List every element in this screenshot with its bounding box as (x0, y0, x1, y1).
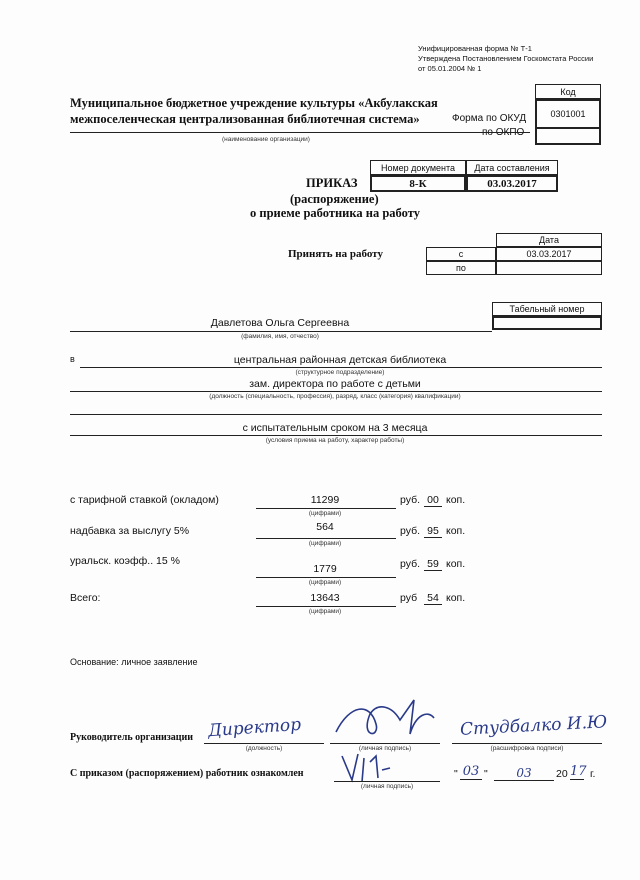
hire-to-value (496, 261, 602, 275)
conditions: с испытательным сроком на 3 месяца (242, 422, 428, 434)
department-underline (80, 367, 602, 368)
ack-quote-close: " (484, 768, 488, 780)
hire-to-label: по (426, 261, 496, 275)
kop-value-4: 54 (424, 592, 442, 605)
salary-line-4 (256, 606, 396, 607)
salary-line-3 (256, 577, 396, 578)
name-caption: (фамилия, имя, отчество) (241, 333, 319, 340)
salary-label-2: надбавка за выслугу 5% (70, 525, 190, 537)
blank-line (70, 414, 602, 415)
rub-label-2: руб. (400, 525, 421, 537)
salary-label-1: с тарифной ставкой (окладом) (70, 494, 219, 506)
figures-caption-1: (цифрами) (308, 510, 342, 517)
conditions-underline (70, 435, 602, 436)
salary-amount-1: 11299 (310, 494, 340, 506)
in-label: в (70, 354, 75, 364)
kop-label-2: коп. (446, 525, 466, 537)
salary-line-2 (256, 538, 396, 539)
salary-label-4: Всего: (70, 592, 101, 604)
head-label: Руководитель организации (70, 732, 194, 743)
hire-from-value: 03.03.2017 (496, 247, 602, 261)
figures-caption-3: (цифрами) (308, 579, 342, 586)
department: центральная районная детская библиотека (233, 354, 447, 366)
order-subtitle: (распоряжение) (290, 192, 379, 206)
order-subject: о приеме работника на работу (250, 206, 420, 220)
form-approved: Утверждена Постановлением Госкомстата России (418, 54, 594, 63)
hire-date-header: Дата (496, 233, 602, 247)
head-position-handwritten: Директор (207, 714, 302, 742)
basis-value: личное заявление (121, 657, 198, 667)
order-title: ПРИКАЗ (306, 176, 358, 190)
basis-label: Основание: (70, 657, 119, 667)
ack-day: 03 (460, 764, 482, 780)
okpo-value (535, 129, 601, 145)
head-decoding-line (452, 743, 602, 744)
decoding-caption: (расшифровка подписи) (490, 745, 564, 752)
kop-value-1: 00 (424, 494, 442, 507)
kop-label-4: коп. (446, 592, 466, 604)
ack-year-prefix: 20 (556, 768, 568, 780)
doc-number-value: 8-К (370, 175, 466, 192)
salary-amount-4: 13643 (310, 592, 340, 604)
head-signature (330, 694, 440, 744)
rub-label-4: руб (400, 592, 418, 604)
ack-signature-caption: (личная подпись) (360, 783, 414, 790)
rub-label-3: руб. (400, 558, 421, 570)
salary-amount-3: 1779 (313, 563, 337, 575)
okud-label: Форма по ОКУД (452, 113, 527, 124)
signature-caption: (личная подпись) (358, 745, 412, 752)
position: зам. директора по работе с детьми (249, 378, 421, 390)
ack-label: С приказом (распоряжением) работник ознакомлен (70, 768, 304, 779)
salary-line-1 (256, 508, 396, 509)
ack-quote-open: " (454, 768, 458, 780)
conditions-caption: (условия приема на работу, характер работы) (265, 437, 405, 444)
ack-year-suffix: 17 (570, 764, 587, 779)
doc-number-header: Номер документа (370, 160, 466, 175)
kop-value-2: 95 (424, 525, 442, 538)
position-caption: (должность) (245, 745, 283, 752)
ack-month: 03 (494, 766, 554, 781)
rub-label-1: руб. (400, 494, 421, 506)
employee-name: Давлетова Ольга Сергеевна (210, 317, 350, 329)
doc-date-header: Дата составления (466, 160, 558, 175)
head-signature-line (330, 743, 440, 744)
form-approved-date: от 05.01.2004 № 1 (418, 64, 482, 73)
department-caption: (структурное подразделение) (295, 369, 385, 376)
org-underline (70, 132, 530, 133)
code-header: Код (535, 84, 601, 99)
okpo-label: по ОКПО (482, 127, 525, 138)
hire-label: Принять на работу (288, 248, 383, 260)
org-caption: (наименование организации) (222, 136, 310, 143)
salary-amount-2: 564 (316, 521, 334, 533)
position-caption: (должность (специальность, профессия), разряд, класс (категория) квалификации) (209, 393, 461, 400)
employee-signature (336, 748, 416, 788)
kop-label-3: коп. (446, 558, 466, 570)
ack-signature-line (334, 781, 440, 782)
tab-number-header: Табельный номер (492, 302, 602, 316)
hire-from-label: с (426, 247, 496, 261)
tab-number-value (492, 316, 602, 330)
org-name-line2: межпоселенческая централизованная библиотечная система» (70, 112, 420, 126)
kop-value-3: 59 (424, 558, 442, 571)
head-position-line (204, 743, 324, 744)
okud-value: 0301001 (535, 99, 601, 129)
doc-date-value: 03.03.2017 (466, 175, 558, 192)
name-underline (70, 331, 492, 332)
figures-caption-2: (цифрами) (308, 540, 342, 547)
position-underline (70, 391, 602, 392)
ack-year-end: г. (590, 768, 596, 780)
head-decoding-handwritten: Студбалко И.Ю (459, 712, 608, 740)
basis (70, 657, 197, 667)
figures-caption-4: (цифрами) (308, 608, 342, 615)
org-name-line1: Муниципальное бюджетное учреждение культуры «Акбулакская (70, 96, 438, 110)
form-title: Унифицированная форма № Т-1 (418, 44, 532, 53)
salary-label-3: уральск. коэфф.. 15 % (70, 555, 180, 567)
kop-label-1: коп. (446, 494, 466, 506)
